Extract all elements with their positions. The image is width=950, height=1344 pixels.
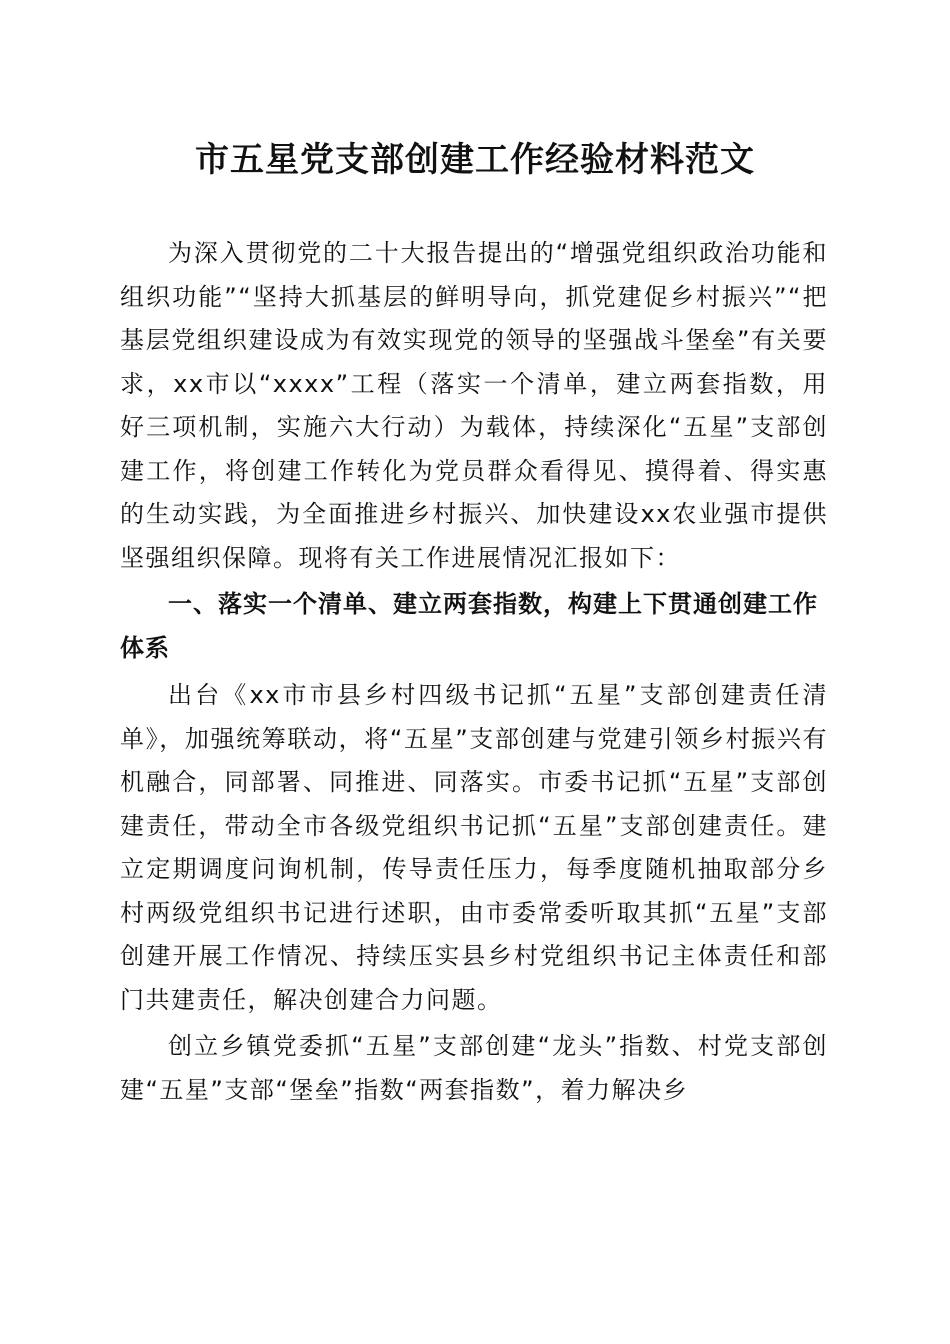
intro-paragraph: 为深入贯彻党的二十大报告提出的“增强党组织政治功能和组织功能”“坚持大抓基层的鲜明导向，抓党建促乡村振兴”“把基层党组织建设成为有效实现党的领导的坚强战斗堡垒”有关要求，xx市以“xxxx”工程（落实一个清单，建立两套指数，用好三项机制，实施六大行动）为载体，持续深化“五星”支部创建工作，将创建工作转化为党员群众看得见、摸得着、得实惠的生动实践，为全面推进乡村振兴、加快建设xx农业强市提供坚强组织保障。现将有关工作进展情况汇报如下： (120, 239, 828, 572)
section1-paragraph-1: 出台《xx市市县乡村四级书记抓“五星”支部创建责任清单》，加强统筹联动，将“五星”支部创建与党建引领乡村振兴有机融合，同部署、同推进、同落实。市委书记抓“五星”支部创建责任，带动全市各级党组织书记抓“五星”支部创建责任。建立定期调度问询机制，传导责任压力，每季度随机抽取部分乡村两级党组织书记进行述职，由市委常委听取其抓“五星”支部创建开展工作情况、持续压实县乡村党组织书记主体责任和部门共建责任，解决创建合力问题。 (120, 681, 828, 1014)
section-heading-1: 一、落实一个清单、建立两套指数，构建上下贯通创建工作体系 (120, 590, 818, 662)
section1-paragraph-2: 创立乡镇党委抓“五星”支部创建“龙头”指数、村党支部创建“五星”支部“堡垒”指数“两套指数”，着力解决乡 (120, 1032, 828, 1104)
document-title: 市五星党支部创建工作经验材料范文 (195, 140, 755, 180)
document-body (120, 232, 828, 1112)
